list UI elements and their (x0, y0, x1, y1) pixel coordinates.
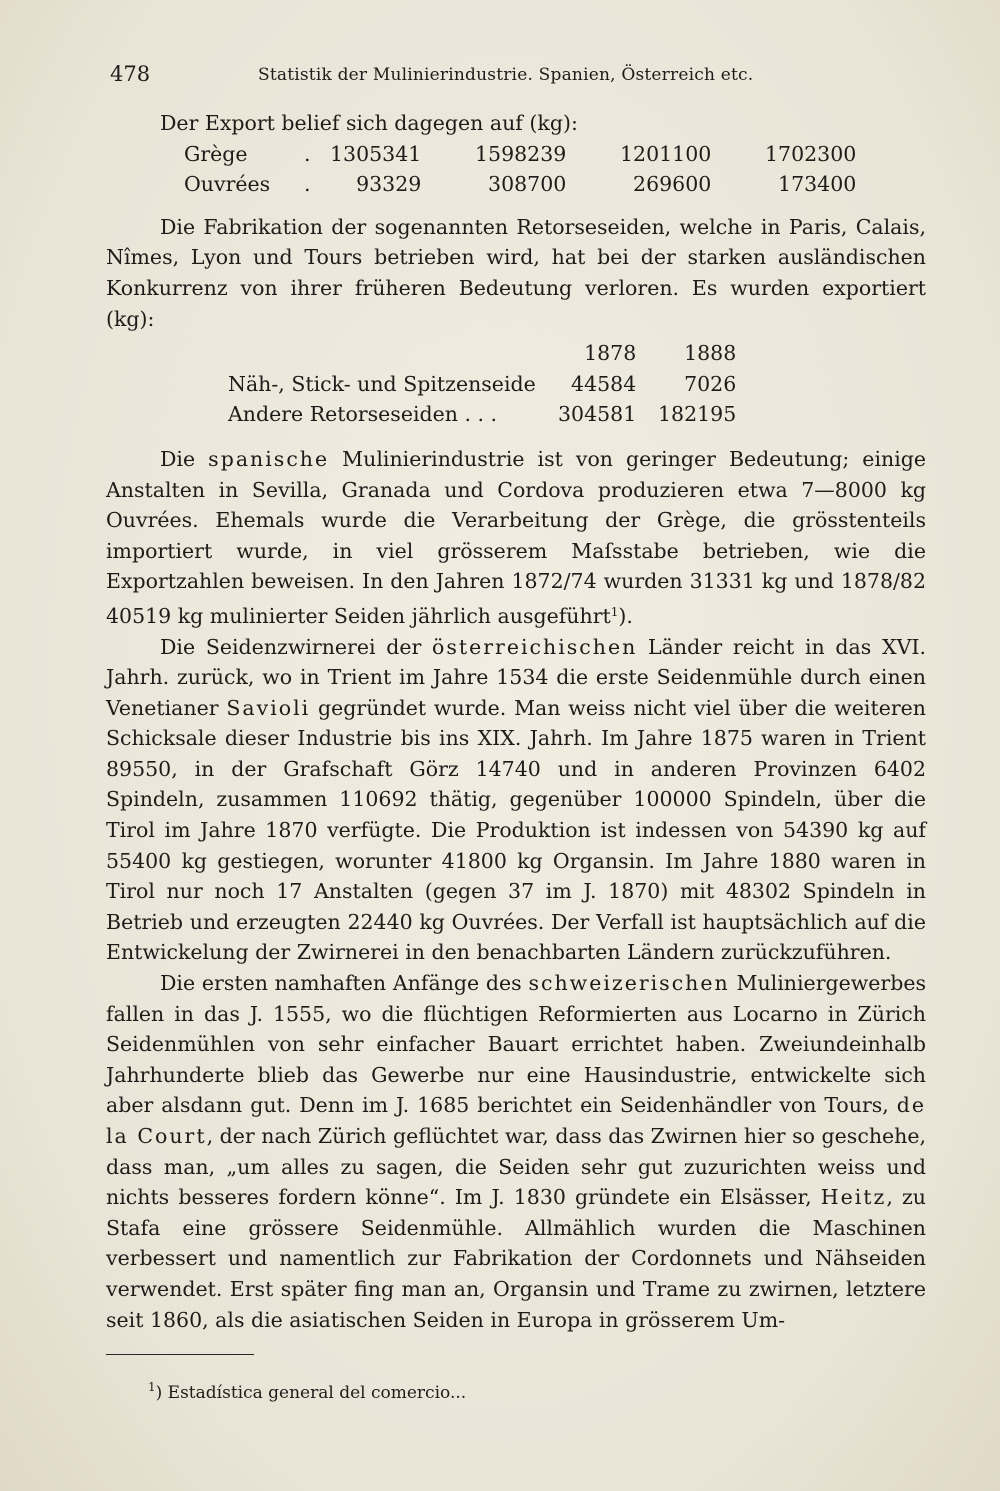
page-number: 478 (110, 62, 151, 86)
page-body (106, 108, 926, 1335)
footnote-divider (106, 1354, 254, 1355)
export-table (184, 139, 856, 200)
paragraph-austria: Die Seidenzwirnerei der österreichischen Länder reicht in das XVI. Jahrh. zurück, wo in Trient im Jahre 1534 die erste Seidenmühle durch einen Venetianer Savioli gegründet wurde. Man weiss nicht viel über die weiteren Schicksale dieser Industrie bis ins XIX. Jahrh. Im Jahre 1875 waren in Trient 89550, in der Grafschaft Görz 14740 und in anderen Provinzen 6402 Spindeln, zusammen 110692 thätig, gegenüber 100000 Spindeln, über die Tirol im Jahre 1870 verfügte. Die Produktion ist indessen von 54390 kg auf 55400 kg gestiegen, worunter 41800 kg Organsin. Im Jahre 1880 waren in Tirol nur noch 17 Anstalten (gegen 37 im J. 1870) mit 48302 Spindeln in Betrieb und erzeugten 22440 kg Ouvrées. Der Verfall ist hauptsächlich auf die Entwickelung der Zwirnerei in den benachbarten Ländern zurückzuführen. (106, 634, 926, 965)
retorse-cell: 304581 (558, 402, 637, 427)
table-row (228, 399, 736, 430)
export-row-dot: . (304, 141, 311, 166)
footnote (148, 1380, 466, 1403)
export-cell: 269600 (633, 172, 712, 197)
retorse-row-label: Andere Retorseseiden . . . (228, 402, 498, 427)
retorse-cell: 44584 (571, 371, 637, 396)
retorse-cell: 7026 (684, 371, 737, 396)
footnote-reference: 1 (610, 604, 619, 619)
spaced-name: de la Court (106, 1093, 926, 1148)
table-row (184, 139, 856, 170)
spaced-term: schweizerischen (528, 971, 730, 996)
retorse-row-label: Näh-, Stick- und Spitzenseide (228, 371, 536, 396)
export-cell: 1305341 (330, 141, 422, 166)
export-cell: 1598239 (475, 141, 567, 166)
export-intro: Der Export belief sich dagegen auf (kg): (160, 111, 578, 135)
paragraph-spain: Die spanische Mulinierindustrie ist von geringer Bedeutung; einige Anstalten in Sevilla, Granada und Cordova produzieren etwa 7—8000 kg Ouvrées. Ehemals wurde die Verarbeitung der Grège, die grösstenteils importiert wurde, in viel grösserem Maſsstabe betrieben, wie die Exportzahlen beweisen. In den Jahren 1872/74 wurden 31331 kg und 1878/82 40519 kg mulinierter Seiden jährlich ausgeführt$^1$). (106, 446, 927, 628)
table-row (184, 169, 856, 200)
spaced-name: Savioli (226, 695, 311, 720)
export-row-label: Grège (184, 141, 248, 166)
export-cell: 1201100 (620, 141, 712, 166)
spaced-term: spanische (208, 446, 330, 471)
table-row (228, 369, 736, 400)
paragraph-retorse: Die Fabrikation der sogenannten Retorseseiden, welche in Paris, Calais, Nîmes, Lyon und Tours betrieben wird, hat bei der starken ausländischen Konkurrenz von ihrer früheren Bedeutung verloren. Es wurden exportiert (kg): (106, 214, 926, 331)
footnote-text: ) Estadística general del comercio... (155, 1383, 467, 1403)
spaced-name: Heitz (820, 1185, 887, 1210)
paragraph-swiss: Die ersten namhaften Anfänge des schweizerischen Muliniergewerbes fallen in das J. 1555, wo die flüchtigen Reformierten aus Locarno in Zürich Seidenmühlen von sehr einfacher Bauart errichtet haben. Zweiundeinhalb Jahrhunderte blieb das Gewerbe nur eine Hausindustrie, entwickelte sich aber alsdann gut. Denn im J. 1685 berichtet ein Seidenhändler von Tours, de la Court, der nach Zürich geflüchtet war, dass das Zwirnen hier so geschehe, dass man, „um alles zu sagen, die Seiden sehr gut zuzurichten weiss und nichts besseres fordern könne“. Im J. 1830 gründete ein Elsässer, Heitz, zu Stafa eine grössere Seidenmühle. Allmählich wurden die Maschinen verbessert und namentlich zur Fabrikation der Cordonnets und Nähseiden verwendet. Erst später fing man an, Organsin und Trame zu zwirnen, letztere seit 1860, als die asiatischen Seiden in Europa in grösserem Um- (106, 971, 926, 1332)
export-cell: 93329 (356, 172, 422, 197)
export-cell: 308700 (488, 172, 567, 197)
export-row-label: Ouvrées (184, 172, 271, 197)
table-header-row (228, 338, 736, 369)
running-title: Statistik der Mulinierindustrie. Spanien, Österreich etc. (258, 65, 754, 85)
retorse-cell: 182195 (658, 402, 737, 427)
footnote-mark: 1 (148, 1380, 156, 1394)
export-row-dot: . (304, 172, 311, 197)
year-header: 1888 (684, 341, 737, 366)
export-cell: 1702300 (765, 141, 857, 166)
export-cell: 173400 (778, 172, 857, 197)
page-header (110, 62, 910, 92)
year-header: 1878 (584, 341, 637, 366)
retorse-table (228, 338, 736, 430)
spaced-term: österreichischen (432, 634, 638, 659)
